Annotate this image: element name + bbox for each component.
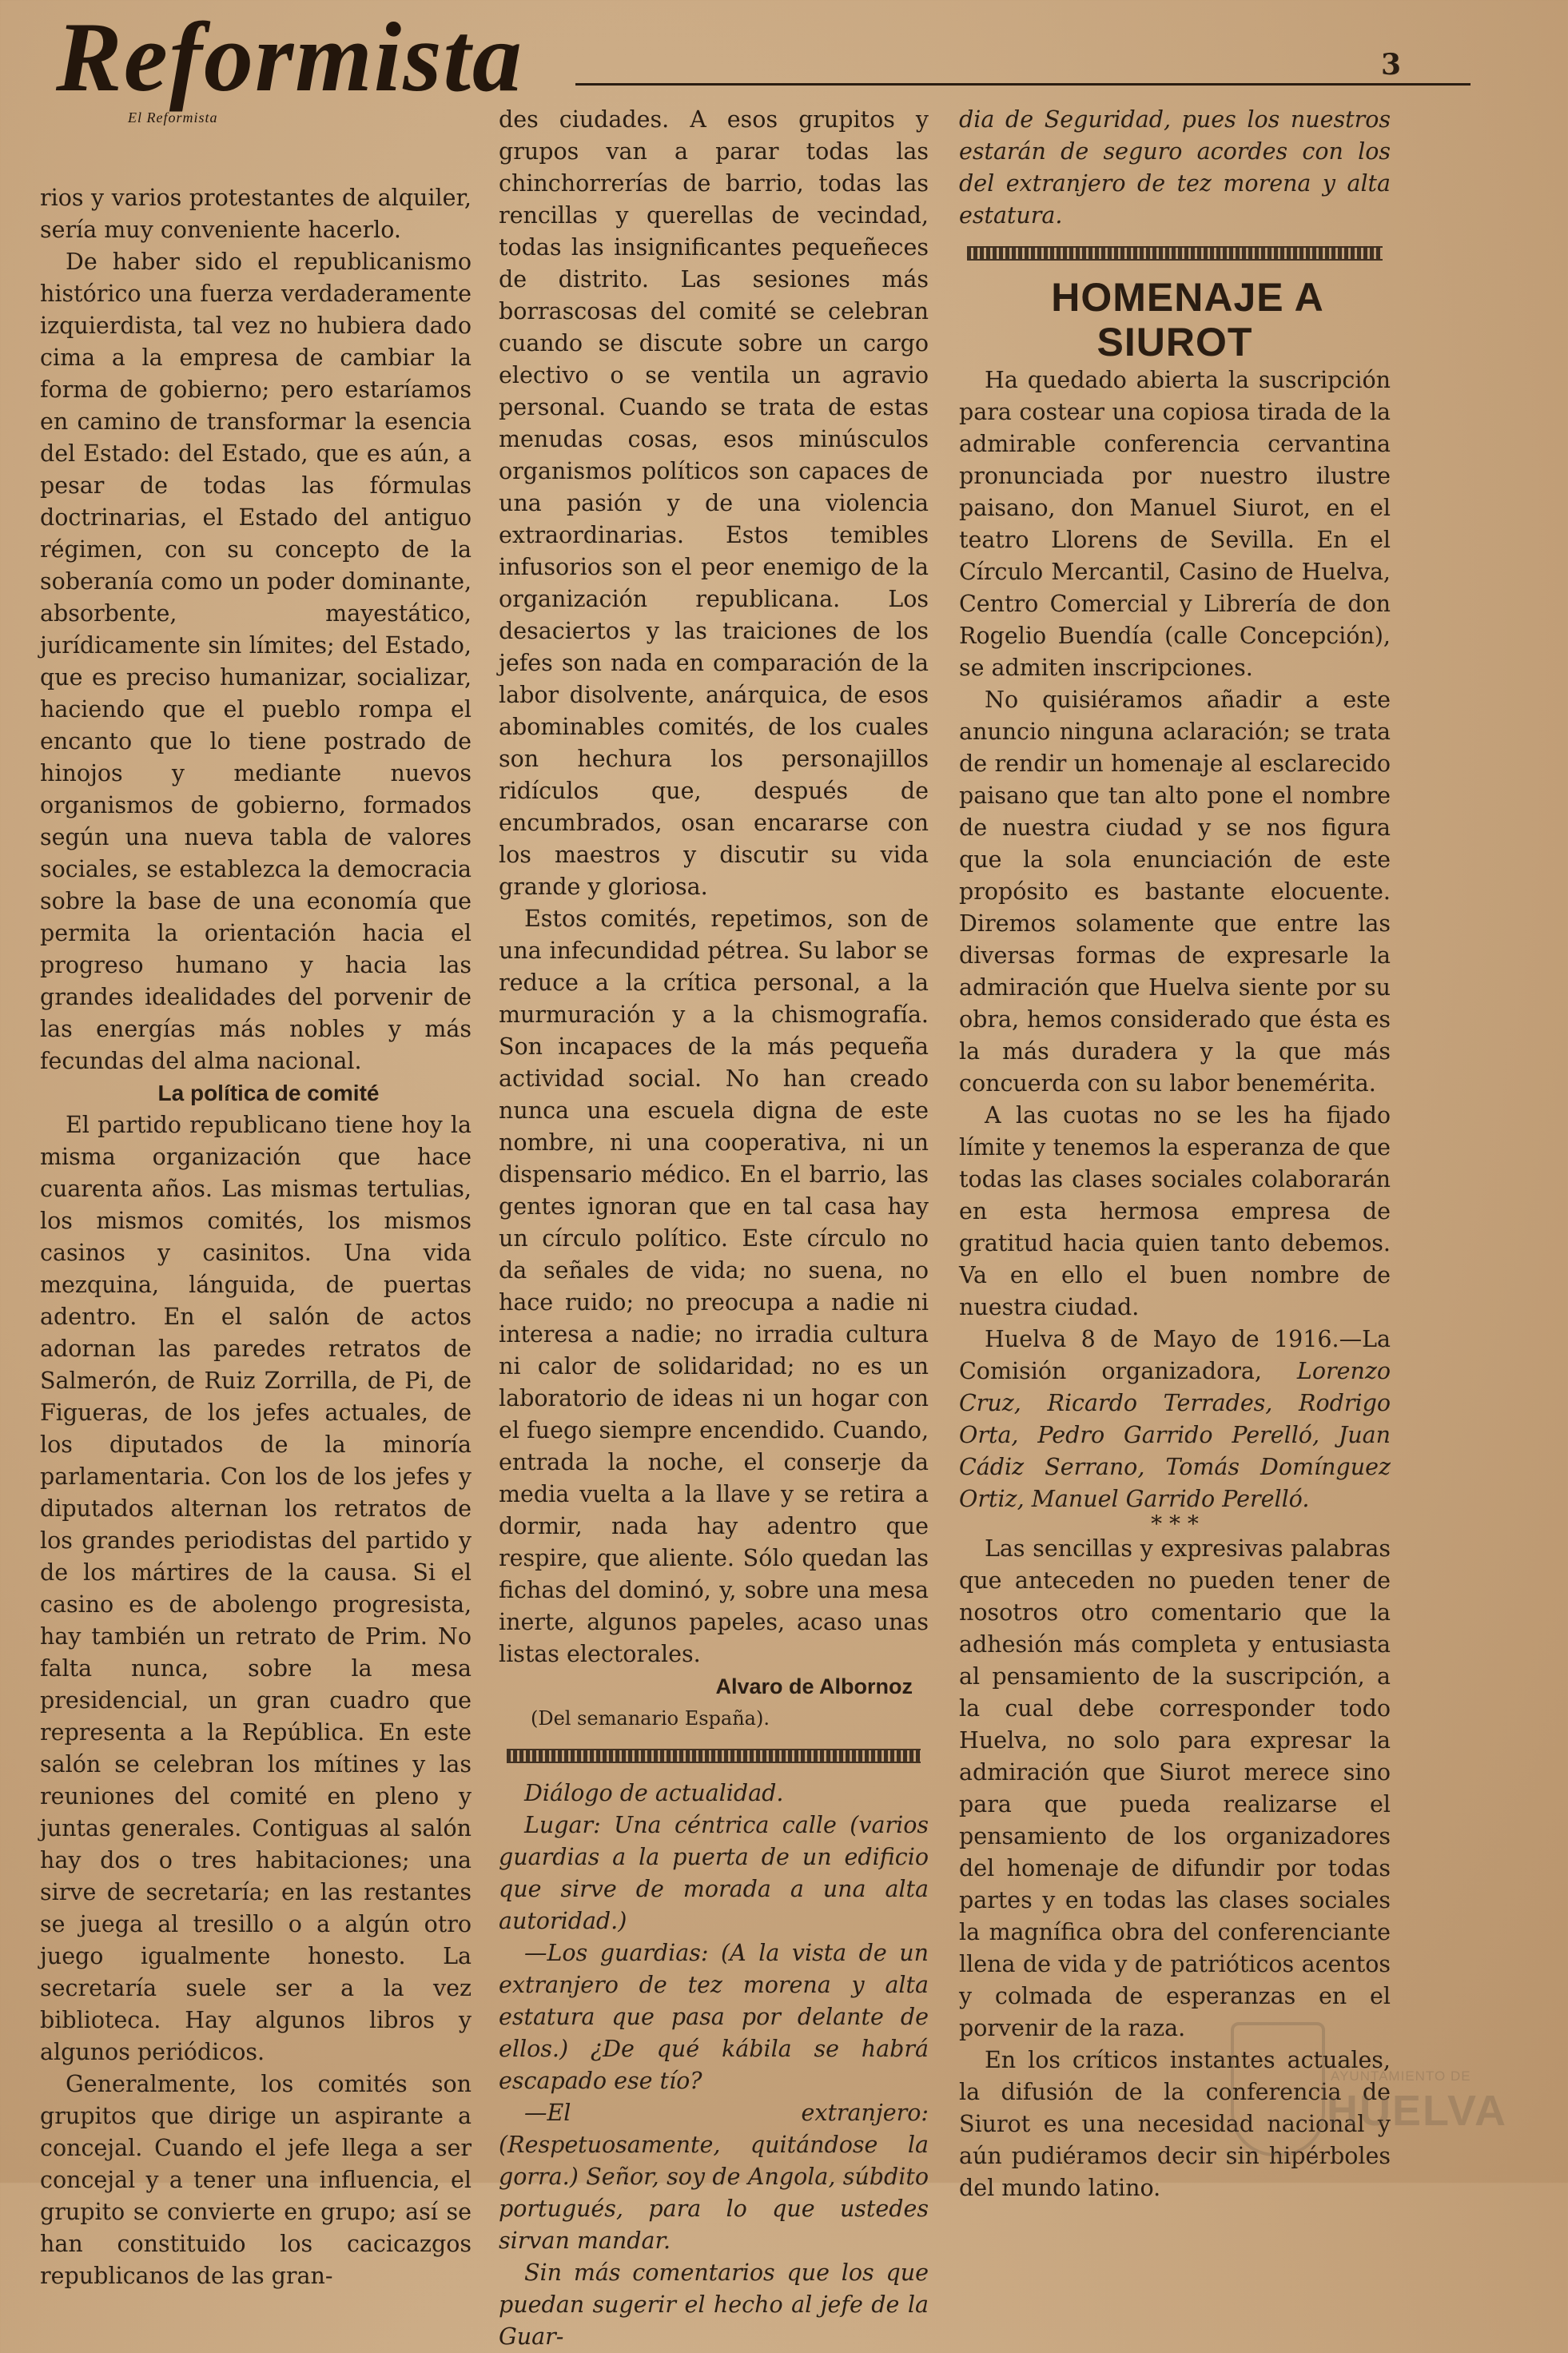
paragraph: Sin más comentarios que los que puedan sugerir el hecho al jefe de la Guar- [499, 2259, 929, 2350]
separator-rule [967, 246, 1383, 261]
committee-names: Lorenzo Cruz, Ricardo Terrades, Rodrigo Orta, Pedro Garrido Perelló, Juan Cádiz Serrano, Tomás Domínguez Ortiz, Manuel Garrido Perelló. [959, 1358, 1391, 1512]
paragraph: En los críticos instantes actuales, la difusión de la conferencia de Siurot es una necesidad nacional y aún pudiéramos decir sin hipérboles del mundo latino. [959, 2047, 1391, 2201]
paragraph: Ha quedado abierta la suscripción para costear una copiosa tirada de la admirable conferencia cervantina pronunciada por nuestro ilustre paisano, don Manuel Siurot, en el teatro Llorens de Sevilla. En el Círculo Mercantil, Casino de Huelva, Centro Comercial y Librería de don Rogelio Buendía (calle Concepción), se admiten inscripciones. [959, 367, 1391, 681]
article-title: HOMENAJE A SIUROT [1051, 275, 1324, 364]
paragraph: De haber sido el republicanismo histórico una fuerza verdaderamente izquierdista, tal vez no hubiera dado cima a la empresa de cambiar la forma de gobierno; pero estaríamos en camino de transformar la esencia del Estado: del Estado, que es aún, a pesar de todas las fórmulas doctrinarias, el Estado del antiguo régimen, con su concepto de la soberanía como un poder dominante, absorbente, mayestático, jurídicamente sin límites; del Estado, que es preciso humanizar, socializar, haciendo que el pueblo rompa el encanto que lo tiene postrado de hinojos y mediante nuevos organismos de gobierno, formados según una nueva tabla de valores sociales, se establezca la democracia sobre la base de una economía que permita la orientación hacia el progreso humano y hacia las grandes idealidades del porvenir de las energías más nobles y más fecundas del alma nacional. [40, 249, 472, 1074]
paragraph: A las cuotas no se les ha fijado límite y tenemos la esperanza de que todas las clases sociales colaborarán en esta hermosa empresa de gratitud hacia quien tanto debemos. Va en ello el buen nombre de nuestra ciudad. [959, 1102, 1391, 1320]
paragraph: Estos comités, repetimos, son de una infecundidad pétrea. Su labor se reduce a la crítica personal, a la murmuración y a la chismografía. Son incapaces de la más pequeña actividad social. No han creado nunca una escuela digna de este nombre, ni una cooperativa, ni un dispensario médico. En el barrio, las gentes ignoran que en tal casa hay un círculo político. Este círculo no da señales de vida; no suena, no hace ruido; no preocupa a nadie ni interesa a nadie; no irradia cultura ni calor de solidaridad; no es un laboratorio de ideas ni un hogar con el fuego siempre encendido. Cuando, entrada la noche, el conserje da media vuelta a la llave y se retira a dormir, nada hay adentro que respire, que aliente. Sólo quedan las fichas del dominó, y, sobre una mesa inerte, algunos papeles, acaso unas listas electorales. [499, 906, 929, 1667]
paragraph: Generalmente, los comités son grupitos que dirige un aspirante a concejal. Cuando el jefe llega a ser concejal y a tener una influencia, el grupito se convierte en grupo; así se han constituido los cacicazgos republicanos de las gran- [40, 2071, 472, 2289]
source-note: (Del semanario España). [531, 1707, 770, 1730]
masthead-logo [56, 2, 523, 125]
dateline: Huelva 8 de Mayo de 1916.—La Comisión organizadora, [959, 1326, 1391, 1384]
paragraph: —Los guardias: (A la vista de un extranjero de tez morena y alta estatura que pasa por delante de ellos.) ¿De qué kábila se habrá escapado ese tío? [499, 1940, 929, 2094]
paragraph: No quisiéramos añadir a este anuncio ninguna aclaración; se trata de rendir un homenaje al esclarecido paisano que tan alto pone el nombre de nuestra ciudad y se nos figura que la sola enunciación de este propósito es bastante elocuente. Diremos solamente que entre las diversas formas de expresarle la admiración que Huelva siente por su obra, hemos considerado que ésta es la más duradera y la que más concuerda con su labor benemérita. [959, 687, 1391, 1097]
masthead-title: Reformista [56, 2, 523, 112]
paragraph: Lugar: Una céntrica calle (varios guardias a la puerta de un edificio que sirve de morada a una alta autoridad.) [499, 1812, 929, 1934]
separator-rule [507, 1749, 921, 1763]
section-subtitle: La política de comité [157, 1081, 380, 1105]
column-1 [40, 182, 472, 2292]
header-rule [575, 83, 1470, 86]
paragraph: rios y varios protestantes de alquiler, sería muy conveniente hacerlo. [40, 185, 472, 243]
masthead-subtitle: El Reformista [128, 109, 218, 125]
watermark-subtext: AYUNTAMIENTO DE [1331, 2068, 1471, 2084]
column-2 [499, 104, 929, 2353]
coat-of-arms-icon [1231, 2022, 1325, 2156]
paragraph: —El extranjero: (Respetuosamente, quitándose la gorra.) Señor, soy de Angola, súbdito portugués, para lo que ustedes sirvan mandar. [499, 2100, 929, 2254]
paragraph: El partido republicano tiene hoy la misma organización que hace cuarenta años. Las mismas tertulias, los mismos comités, los mismos casinos y casinitos. Una vida mezquina, lánguida, de puertas adentro. En el salón de actos adornan las paredes retratos de Salmerón, de Ruiz Zorrilla, de Pi, de Figueras, de los jefes actuales, de los diputados de la minoría parlamentaria. Con los de los jefes y diputados alternan los retratos de los grandes periodistas del partido y de los mártires de la causa. Si el casino es de abolengo progresista, hay también un retrato de Prim. No falta nunca, sobre la mesa presidencial, un gran cuadro que representa a la República. En este salón se celebran los mítines y las reuniones del comité en pleno y juntas generales. Contiguas al salón hay dos o tres habitaciones; una sirve de secretaría; en las restantes se juega al tresillo o a algún otro juego igualmente honesto. La secretaría suele ser a la vez biblioteca. Hay algunos libros y algunos periódicos. [40, 1112, 472, 2065]
dialogue-heading: Diálogo de actualidad. [524, 1780, 784, 1806]
archive-watermark [1231, 2022, 1507, 2158]
column-3 [959, 104, 1391, 2204]
author-signature: Alvaro de Albornoz [715, 1674, 913, 1698]
paragraph: des ciudades. A esos grupitos y grupos van a parar todas las chinchorrerías de barrio, todas las rencillas y querellas de vecindad, todas las insignificantes pequeñeces de distrito. Las sesiones más borrascosas del comité se celebran cuando se discute sobre un cargo electivo o se ventila un agravio personal. Cuando se trata de estas menudas cosas, esos minúsculos organismos políticos son capaces de una pasión y de una violencia extraordinarias. Estos temibles infusorios son el peor enemigo de la organización republicana. Los desaciertos y las traiciones de los jefes son nada en comparación de la labor disolvente, anárquica, de esos abominables comités, de los cuales son hechura los personajillos ridículos que, después de encumbrados, osan encararse con los maestros y discutir su vida grande y gloriosa. [499, 106, 929, 900]
watermark-text: HUELVA [1327, 2087, 1507, 2135]
paragraph: dia de Seguridad, pues los nuestros estarán de seguro acordes con los del extranjero de tez morena y alta estatura. [959, 106, 1391, 229]
asterism: * * * [1151, 1511, 1199, 1537]
paragraph: Las sencillas y expresivas palabras que anteceden no pueden tener de nosotros otro comentario que la adhesión más completa y entusiasta al pensamiento de la suscripción, a la cual debe corresponder todo Huelva, no solo para expresar la admiración que Siurot merece sino para que pueda realizarse el pensamiento de los organizadores del homenaje de difundir por todas partes y en todas las clases sociales la magnífica obra del conferenciante llena de vida y de patrióticos acentos y colmada de esperanzas en el porvenir de la raza. [959, 1535, 1391, 2041]
page-number: 3 [1381, 48, 1402, 82]
paragraph [959, 1324, 1391, 1515]
